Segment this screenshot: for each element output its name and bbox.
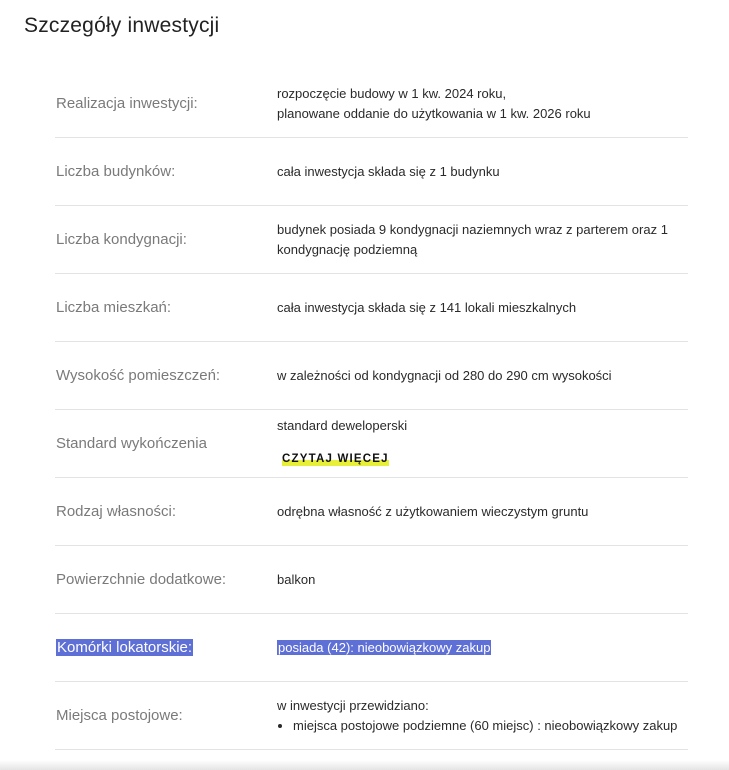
detail-value	[277, 70, 687, 137]
detail-value	[277, 478, 687, 545]
detail-value	[277, 206, 687, 273]
detail-value-line: planowane oddanie do użytkowania w 1 kw. 2026 roku	[277, 105, 591, 121]
detail-label: Miejsca postojowe:	[56, 707, 183, 724]
detail-row-apartments	[55, 274, 688, 342]
detail-label: Wysokość pomieszczeń:	[56, 367, 221, 384]
detail-value-text: standard deweloperski	[277, 418, 408, 433]
detail-label: Liczba budynków:	[56, 163, 176, 180]
detail-value	[277, 614, 687, 681]
detail-label: Realizacja inwestycji:	[56, 95, 198, 112]
detail-label: Liczba kondygnacji:	[56, 231, 187, 248]
detail-value-line: rozpoczęcie budowy w 1 kw. 2024 roku,	[277, 85, 507, 101]
detail-label-selected: Komórki lokatorskie:	[57, 639, 193, 656]
detail-row-floors	[55, 206, 688, 274]
detail-value	[277, 138, 687, 205]
detail-label: Powierzchnie dodatkowe:	[56, 571, 227, 588]
read-more-link[interactable]: CZYTAJ WIĘCEJ	[282, 449, 389, 469]
detail-value-text: cała inwestycja składa się z 141 lokali mieszkalnych	[277, 299, 577, 315]
parking-list	[277, 716, 687, 736]
detail-row-buildings	[55, 138, 688, 206]
detail-row-room-height	[55, 342, 688, 410]
detail-row-finish-standard	[55, 410, 688, 478]
detail-value-line: budynek posiada 9 kondygnacji naziemnych wraz z parterem oraz 1	[277, 221, 668, 237]
detail-value	[277, 410, 687, 477]
detail-label: Rodzaj własności:	[56, 503, 177, 520]
detail-value	[277, 682, 687, 749]
detail-value-line: kondygnację podziemną	[277, 241, 418, 257]
detail-row-ownership	[55, 478, 688, 546]
detail-row-extra-areas	[55, 546, 688, 614]
detail-row-parking	[55, 682, 688, 750]
detail-value-intro: w inwestycji przewidziano:	[277, 697, 429, 713]
detail-value	[277, 342, 687, 409]
detail-row-storage-units	[55, 614, 688, 682]
detail-value-text: odrębna własność z użytkowaniem wieczystym gruntu	[277, 503, 589, 519]
detail-value-selected: posiada (42): nieobowiązkowy zakup	[278, 639, 491, 655]
detail-value-text: balkon	[277, 571, 316, 587]
detail-value-text: w zależności od kondygnacji od 280 do 290 cm wysokości	[277, 367, 612, 383]
detail-label: Standard wykończenia	[56, 435, 207, 452]
detail-label: Liczba mieszkań:	[56, 299, 172, 316]
investment-details-table	[55, 70, 688, 750]
page-title: Szczegóły inwestycji	[24, 14, 220, 37]
detail-value	[277, 546, 687, 613]
detail-value	[277, 274, 687, 341]
detail-label	[56, 614, 193, 681]
list-item: • miejsca postojowe podziemne (60 miejsc) : nieobowiązkowy zakup	[293, 716, 687, 736]
detail-value-text: cała inwestycja składa się z 1 budynku	[277, 163, 500, 179]
bottom-divider-shadow	[0, 760, 729, 770]
detail-row-realization	[55, 70, 688, 138]
